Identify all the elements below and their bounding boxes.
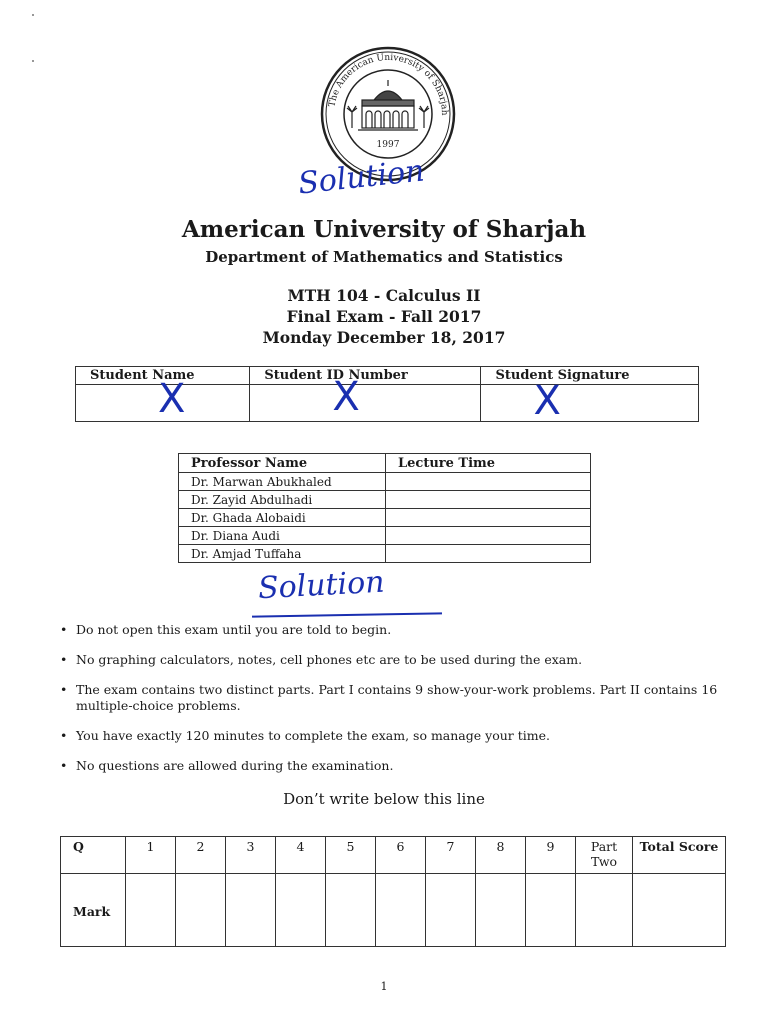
question-number: 7 (426, 837, 476, 874)
x-mark: X (533, 378, 561, 424)
student-info-table (75, 366, 699, 422)
seal-ring-text: The American University of Sharjah (327, 52, 450, 116)
question-number: 6 (376, 837, 426, 874)
instruction-item (60, 652, 740, 668)
bullet: • (60, 622, 68, 637)
question-number: 1 (126, 837, 176, 874)
mark-label: Mark (61, 874, 126, 947)
student-name-field[interactable] (76, 376, 250, 422)
student-signature-field[interactable] (481, 378, 699, 424)
lecture-time-field[interactable] (386, 473, 591, 491)
scan-speck (32, 60, 34, 62)
question-number: 4 (276, 837, 326, 874)
lecture-time-field[interactable] (386, 491, 591, 509)
mark-cell[interactable] (276, 874, 326, 947)
mark-cell[interactable] (476, 874, 526, 947)
exam-date: Monday December 18, 2017 (262, 328, 506, 347)
lecture-time-header: Lecture Time (386, 454, 591, 473)
student-signature-header: Student Signature (481, 367, 699, 385)
x-mark: X (158, 376, 186, 422)
mark-cell[interactable] (226, 874, 276, 947)
question-number: 3 (226, 837, 276, 874)
professor-table (178, 453, 591, 563)
instruction-text: No graphing calculators, notes, cell phones etc are to be used during the exam. (76, 652, 583, 667)
question-number: 2 (176, 837, 226, 874)
mark-cell[interactable] (426, 874, 476, 947)
exam-title: Final Exam - Fall 2017 (286, 307, 482, 326)
question-number: 5 (326, 837, 376, 874)
handwritten-underline (252, 612, 442, 617)
mark-cell[interactable] (326, 874, 376, 947)
exam-instructions (60, 622, 740, 788)
bullet: • (60, 652, 68, 667)
x-mark: X (332, 374, 360, 420)
bullet: • (60, 728, 68, 743)
bullet: • (60, 682, 68, 697)
professor-name-header: Professor Name (179, 454, 386, 473)
lecture-time-field[interactable] (386, 509, 591, 527)
q-label: Q (61, 837, 126, 874)
professor-name: Dr. Marwan Abukhaled (179, 473, 386, 491)
instruction-item (60, 728, 740, 744)
total-score-header: Total Score (633, 837, 726, 874)
department-name: Department of Mathematics and Statistics (205, 248, 563, 266)
instruction-text: You have exactly 120 minutes to complete the exam, so manage your time. (76, 728, 550, 743)
handwritten-solution-signature: Solution (257, 564, 386, 607)
professor-name: Dr. Diana Audi (179, 527, 386, 545)
mark-cell[interactable] (126, 874, 176, 947)
student-id-header: Student ID Number (250, 367, 481, 385)
professor-name: Dr. Ghada Alobaidi (179, 509, 386, 527)
mark-cell[interactable] (376, 874, 426, 947)
part-two-header: Part Two (576, 837, 633, 874)
handwritten-solution-top: Solution (296, 153, 427, 202)
mark-cell[interactable] (176, 874, 226, 947)
score-table (60, 836, 726, 947)
lecture-time-field[interactable] (386, 545, 591, 563)
instruction-item (60, 622, 740, 638)
course-title: MTH 104 - Calculus II (287, 286, 481, 305)
building-icon (347, 80, 429, 130)
instruction-text: The exam contains two distinct parts. Part I contains 9 show-your-work problems. Part II contains 16 multiple-choice problems. (76, 682, 718, 713)
instruction-text: Do not open this exam until you are told to begin. (76, 622, 392, 637)
question-number: 8 (476, 837, 526, 874)
bullet: • (60, 758, 68, 773)
instruction-item (60, 758, 740, 774)
professor-name: Dr. Zayid Abdulhadi (179, 491, 386, 509)
scan-speck (32, 14, 34, 16)
part-two-mark-cell[interactable] (576, 874, 633, 947)
professor-name: Dr. Amjad Tuffaha (179, 545, 386, 563)
student-name-header: Student Name (76, 367, 250, 385)
instruction-item (60, 682, 740, 714)
university-name: American University of Sharjah (181, 216, 587, 243)
total-score-cell[interactable] (633, 874, 726, 947)
instruction-text: No questions are allowed during the examination. (76, 758, 394, 773)
do-not-write-notice: Don’t write below this line (283, 790, 485, 808)
lecture-time-field[interactable] (386, 527, 591, 545)
page-number: 1 (380, 980, 388, 993)
exam-info (0, 285, 768, 348)
mark-cell[interactable] (526, 874, 576, 947)
question-number: 9 (526, 837, 576, 874)
seal-year: 1997 (376, 140, 400, 150)
